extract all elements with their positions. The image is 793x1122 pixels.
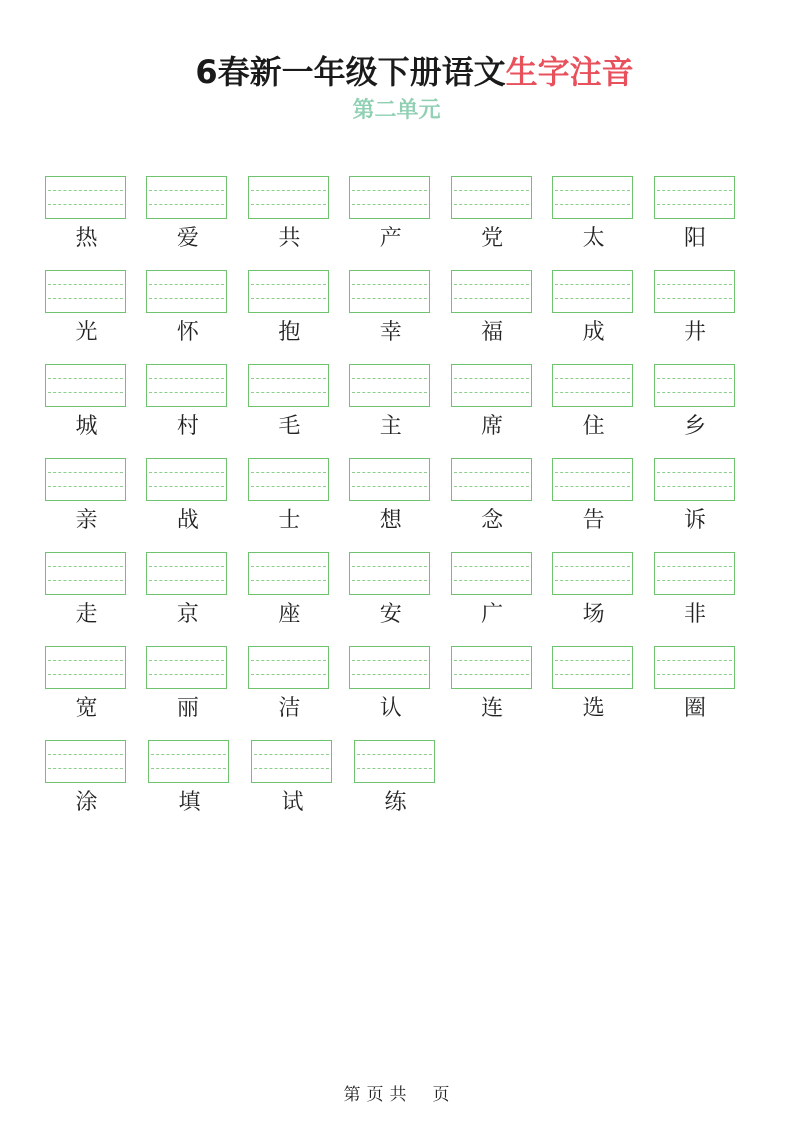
character-cell	[654, 270, 755, 364]
hanzi-character: 京	[176, 602, 199, 627]
guide-line	[149, 204, 224, 205]
character-cell	[248, 364, 349, 458]
character-cell	[354, 740, 457, 834]
guide-line	[657, 472, 732, 473]
pinyin-writing-box[interactable]	[552, 552, 633, 595]
guide-line	[454, 284, 529, 285]
hanzi-character: 战	[176, 508, 199, 533]
guide-line	[555, 674, 630, 675]
hanzi-character: 热	[75, 226, 98, 251]
hanzi-character: 席	[481, 414, 504, 439]
guide-line	[149, 486, 224, 487]
guide-line	[657, 284, 732, 285]
guide-line	[657, 674, 732, 675]
hanzi-character: 村	[176, 414, 199, 439]
character-cell	[552, 552, 653, 646]
character-cell	[654, 646, 755, 740]
character-row	[45, 458, 755, 552]
character-cell	[654, 176, 755, 270]
character-cell	[45, 646, 146, 740]
hanzi-character: 涂	[75, 790, 98, 815]
guide-line	[555, 392, 630, 393]
guide-line	[352, 580, 427, 581]
hanzi-character: 城	[75, 414, 98, 439]
pinyin-writing-box[interactable]	[654, 552, 735, 595]
hanzi-character: 成	[582, 320, 605, 345]
hanzi-character: 座	[278, 602, 301, 627]
pinyin-writing-box[interactable]	[45, 364, 126, 407]
hanzi-character: 共	[278, 226, 301, 251]
pinyin-writing-box[interactable]	[146, 176, 227, 219]
character-cell	[146, 646, 247, 740]
footer-total-word: 页	[432, 1085, 450, 1105]
guide-line	[555, 566, 630, 567]
guide-line	[352, 566, 427, 567]
hanzi-character: 宽	[75, 696, 98, 721]
guide-line	[657, 204, 732, 205]
guide-line	[357, 754, 432, 755]
character-row	[45, 176, 755, 270]
pinyin-writing-box[interactable]	[349, 458, 430, 501]
character-row	[45, 646, 755, 740]
hanzi-character: 产	[379, 226, 402, 251]
guide-line	[352, 660, 427, 661]
guide-line	[251, 190, 326, 191]
pinyin-writing-box[interactable]	[349, 270, 430, 313]
guide-line	[352, 674, 427, 675]
footer-page-label: 第	[343, 1085, 361, 1105]
hanzi-character: 非	[684, 602, 707, 627]
guide-line	[48, 660, 123, 661]
guide-line	[149, 392, 224, 393]
guide-line	[555, 486, 630, 487]
guide-line	[352, 392, 427, 393]
pinyin-writing-box[interactable]	[552, 364, 633, 407]
title-accent: 生字注音	[505, 53, 634, 91]
guide-line	[454, 580, 529, 581]
pinyin-writing-box[interactable]	[248, 270, 329, 313]
guide-line	[251, 392, 326, 393]
guide-line	[48, 486, 123, 487]
character-grid	[45, 176, 755, 834]
guide-line	[48, 754, 123, 755]
guide-line	[48, 378, 123, 379]
hanzi-character: 怀	[176, 320, 199, 345]
hanzi-character: 爱	[176, 226, 199, 251]
hanzi-character: 幸	[379, 320, 402, 345]
pinyin-writing-box[interactable]	[552, 176, 633, 219]
guide-line	[149, 190, 224, 191]
character-cell	[654, 552, 755, 646]
character-cell	[552, 176, 653, 270]
guide-line	[48, 674, 123, 675]
guide-line	[454, 190, 529, 191]
guide-line	[555, 472, 630, 473]
guide-line	[254, 768, 329, 769]
pinyin-writing-box[interactable]	[349, 552, 430, 595]
guide-line	[151, 768, 226, 769]
guide-line	[251, 580, 326, 581]
character-cell	[654, 364, 755, 458]
character-cell	[451, 552, 552, 646]
pinyin-writing-box[interactable]	[248, 364, 329, 407]
character-row	[45, 270, 755, 364]
character-cell	[349, 552, 450, 646]
guide-line	[149, 378, 224, 379]
pinyin-writing-box[interactable]	[552, 646, 633, 689]
pinyin-writing-box[interactable]	[45, 176, 126, 219]
pinyin-writing-box[interactable]	[654, 458, 735, 501]
hanzi-character: 亲	[75, 508, 98, 533]
guide-line	[454, 472, 529, 473]
pinyin-writing-box[interactable]	[45, 646, 126, 689]
guide-line	[48, 566, 123, 567]
pinyin-writing-box[interactable]	[248, 552, 329, 595]
hanzi-character: 场	[582, 602, 605, 627]
guide-line	[657, 486, 732, 487]
pinyin-writing-box[interactable]	[146, 270, 227, 313]
guide-line	[555, 190, 630, 191]
character-cell	[248, 176, 349, 270]
pinyin-writing-box[interactable]	[148, 740, 229, 783]
guide-line	[657, 580, 732, 581]
guide-line	[251, 472, 326, 473]
guide-line	[555, 378, 630, 379]
pinyin-writing-box[interactable]	[349, 646, 430, 689]
pinyin-writing-box[interactable]	[451, 458, 532, 501]
guide-line	[555, 298, 630, 299]
guide-line	[48, 190, 123, 191]
character-cell	[451, 458, 552, 552]
hanzi-character: 住	[582, 414, 605, 439]
pinyin-writing-box[interactable]	[654, 176, 735, 219]
hanzi-character: 走	[75, 602, 98, 627]
guide-line	[352, 472, 427, 473]
character-cell	[654, 458, 755, 552]
pinyin-writing-box[interactable]	[451, 270, 532, 313]
guide-line	[48, 580, 123, 581]
footer-total-label: 共	[389, 1085, 407, 1105]
pinyin-writing-box[interactable]	[45, 740, 126, 783]
character-cell	[451, 646, 552, 740]
guide-line	[251, 674, 326, 675]
character-cell	[45, 458, 146, 552]
guide-line	[454, 566, 529, 567]
hanzi-character: 想	[379, 508, 402, 533]
hanzi-character: 练	[384, 790, 407, 815]
guide-line	[352, 284, 427, 285]
guide-line	[352, 190, 427, 191]
hanzi-character: 选	[582, 696, 605, 721]
character-cell	[146, 270, 247, 364]
footer-page-word: 页	[366, 1085, 384, 1105]
guide-line	[454, 674, 529, 675]
guide-line	[48, 284, 123, 285]
pinyin-writing-box[interactable]	[451, 176, 532, 219]
guide-line	[48, 298, 123, 299]
guide-line	[149, 284, 224, 285]
guide-line	[357, 768, 432, 769]
pinyin-writing-box[interactable]	[45, 270, 126, 313]
character-row	[45, 364, 755, 458]
hanzi-character: 认	[379, 696, 402, 721]
hanzi-character: 安	[379, 602, 402, 627]
guide-line	[251, 298, 326, 299]
hanzi-character: 党	[481, 226, 504, 251]
character-cell	[349, 176, 450, 270]
guide-line	[48, 204, 123, 205]
pinyin-writing-box[interactable]	[552, 458, 633, 501]
guide-line	[251, 660, 326, 661]
guide-line	[149, 674, 224, 675]
character-cell	[349, 270, 450, 364]
hanzi-character: 念	[481, 508, 504, 533]
guide-line	[251, 566, 326, 567]
guide-line	[352, 486, 427, 487]
hanzi-character: 诉	[684, 508, 707, 533]
pinyin-writing-box[interactable]	[146, 364, 227, 407]
guide-line	[149, 580, 224, 581]
hanzi-character: 告	[582, 508, 605, 533]
guide-line	[48, 768, 123, 769]
pinyin-writing-box[interactable]	[248, 176, 329, 219]
pinyin-writing-box[interactable]	[251, 740, 332, 783]
page-footer	[0, 1084, 793, 1106]
guide-line	[251, 204, 326, 205]
character-cell	[552, 270, 653, 364]
pinyin-writing-box[interactable]	[451, 552, 532, 595]
guide-line	[657, 190, 732, 191]
character-cell	[146, 458, 247, 552]
guide-line	[352, 298, 427, 299]
pinyin-writing-box[interactable]	[451, 364, 532, 407]
character-cell	[45, 176, 146, 270]
character-cell	[45, 740, 148, 834]
character-cell	[451, 270, 552, 364]
guide-line	[657, 298, 732, 299]
guide-line	[555, 580, 630, 581]
guide-line	[657, 566, 732, 567]
hanzi-character: 连	[481, 696, 504, 721]
hanzi-character: 主	[379, 414, 402, 439]
guide-line	[149, 298, 224, 299]
hanzi-character: 井	[684, 320, 707, 345]
guide-line	[352, 378, 427, 379]
pinyin-writing-box[interactable]	[354, 740, 435, 783]
character-cell	[451, 176, 552, 270]
character-cell	[349, 458, 450, 552]
character-cell	[552, 458, 653, 552]
pinyin-writing-box[interactable]	[654, 364, 735, 407]
pinyin-writing-box[interactable]	[349, 364, 430, 407]
hanzi-character: 抱	[278, 320, 301, 345]
pinyin-writing-box[interactable]	[45, 552, 126, 595]
guide-line	[555, 284, 630, 285]
character-row	[45, 740, 755, 834]
character-cell	[248, 552, 349, 646]
guide-line	[555, 204, 630, 205]
guide-line	[657, 378, 732, 379]
pinyin-writing-box[interactable]	[146, 458, 227, 501]
guide-line	[657, 660, 732, 661]
hanzi-character: 光	[75, 320, 98, 345]
page-subtitle: 第二单元	[352, 98, 441, 123]
character-cell	[349, 364, 450, 458]
guide-line	[149, 566, 224, 567]
guide-line	[454, 378, 529, 379]
hanzi-character: 圈	[684, 696, 707, 721]
character-row	[45, 552, 755, 646]
character-cell	[248, 270, 349, 364]
guide-line	[251, 284, 326, 285]
guide-line	[454, 392, 529, 393]
hanzi-character: 试	[281, 790, 304, 815]
character-cell	[146, 552, 247, 646]
character-cell	[552, 364, 653, 458]
hanzi-character: 广	[481, 602, 504, 627]
title-main: 6春新一年级下册语文	[195, 53, 506, 91]
pinyin-writing-box[interactable]	[349, 176, 430, 219]
character-cell	[146, 364, 247, 458]
hanzi-character: 洁	[278, 696, 301, 721]
hanzi-character: 乡	[684, 414, 707, 439]
guide-line	[352, 204, 427, 205]
character-cell	[248, 646, 349, 740]
character-cell	[552, 646, 653, 740]
pinyin-writing-box[interactable]	[45, 458, 126, 501]
character-cell	[251, 740, 354, 834]
page-title	[0, 52, 793, 92]
guide-line	[251, 486, 326, 487]
guide-line	[555, 660, 630, 661]
character-cell	[148, 740, 251, 834]
hanzi-character: 太	[582, 226, 605, 251]
character-cell	[45, 364, 146, 458]
pinyin-writing-box[interactable]	[146, 552, 227, 595]
pinyin-writing-box[interactable]	[248, 458, 329, 501]
character-cell	[349, 646, 450, 740]
hanzi-character: 丽	[176, 696, 199, 721]
character-cell	[45, 552, 146, 646]
guide-line	[151, 754, 226, 755]
guide-line	[657, 392, 732, 393]
guide-line	[149, 472, 224, 473]
guide-line	[454, 204, 529, 205]
pinyin-writing-box[interactable]	[654, 270, 735, 313]
guide-line	[251, 378, 326, 379]
guide-line	[48, 392, 123, 393]
character-cell	[451, 364, 552, 458]
guide-line	[454, 298, 529, 299]
pinyin-writing-box[interactable]	[146, 646, 227, 689]
guide-line	[149, 660, 224, 661]
pinyin-writing-box[interactable]	[248, 646, 329, 689]
guide-line	[254, 754, 329, 755]
pinyin-writing-box[interactable]	[451, 646, 532, 689]
pinyin-writing-box[interactable]	[654, 646, 735, 689]
guide-line	[454, 660, 529, 661]
pinyin-writing-box[interactable]	[552, 270, 633, 313]
character-cell	[45, 270, 146, 364]
hanzi-character: 福	[481, 320, 504, 345]
hanzi-character: 毛	[278, 414, 301, 439]
character-cell	[248, 458, 349, 552]
guide-line	[48, 472, 123, 473]
hanzi-character: 士	[278, 508, 301, 533]
hanzi-character: 阳	[684, 226, 707, 251]
hanzi-character: 填	[178, 790, 201, 815]
guide-line	[454, 486, 529, 487]
character-cell	[146, 176, 247, 270]
